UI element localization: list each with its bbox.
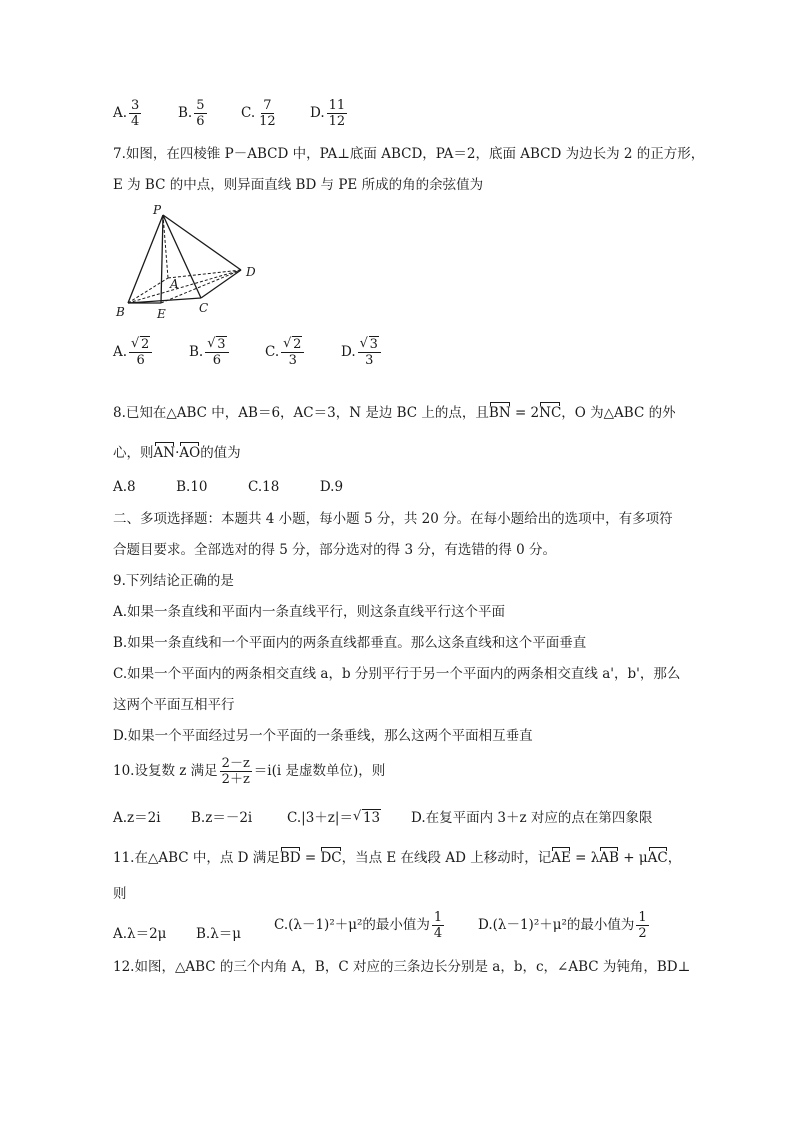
q7-option-b: B. √ $\frac{3}{6}$ [189, 337, 231, 368]
q10-option-b: B.z＝－2i [191, 810, 253, 826]
q6-option-b: B. $\frac{5}{6}$ [178, 98, 205, 129]
pyramid-figure [113, 200, 273, 325]
vector-ac: AC [648, 847, 668, 867]
vector-ae: AE [551, 847, 571, 867]
label-b: B [116, 305, 125, 319]
q11-option-d: D.(λ－1)²＋μ²的最小值为 $\frac{1}{2}$ [478, 910, 647, 941]
q9-option-c-line2: 这两个平面互相平行 [113, 697, 235, 713]
q8-stem-line2: 心，则AN·AO的值为 [113, 442, 241, 462]
label-a: A [170, 277, 179, 291]
section2-heading-line1: 二、多项选择题：本题共 4 小题，每小题 5 分，共 20 分。在每小题给出的选项中，有多项符 [113, 511, 673, 527]
label-e: E [157, 307, 166, 321]
q10-option-a: A.z＝2i [113, 810, 161, 826]
q9-stem: 9.下列结论正确的是 [113, 573, 234, 589]
label-c: C [199, 301, 209, 315]
q7-stem-line2: E 为 BC 的中点，则异面直线 BD 与 PE 所成的角的余弦值为 [113, 177, 484, 193]
q11-stem-line1: 11.在△ABC 中，点 D 满足BD = DC，当点 E 在线段 AD 上移动时，记AE = λAB + μAC， [113, 847, 681, 867]
q10-option-d: D.在复平面内 3＋z 对应的点在第四象限 [411, 810, 653, 826]
q9-option-c-line1: C.如果一个平面内的两条相交直线 a，b 分别平行于另一个平面内的两条相交直线 a'，b'，那么 [113, 666, 681, 682]
vector-ao: AO [179, 442, 200, 462]
q7-stem-line1: 7.如图，在四棱锥 P－ABCD 中，PA⊥底面 ABCD，PA＝2，底面 ABCD 为边长为 2 的正方形， [113, 146, 705, 162]
q11-option-a: A.λ＝2μ [113, 926, 167, 942]
label-d: D [246, 265, 256, 279]
q11-option-b: B.λ＝μ [196, 926, 242, 942]
q6-option-a: A. $\frac{3}{4}$ [113, 98, 140, 129]
q9-option-a: A.如果一条直线和平面内一条直线平行，则这条直线平行这个平面 [113, 604, 506, 620]
section2-heading-line2: 合题目要求。全部选对的得 5 分，部分选对的得 3 分，有选错的得 0 分。 [113, 542, 557, 558]
q7-option-d: D. √ $\frac{3}{3}$ [341, 337, 383, 368]
q7-option-c: C. √ $\frac{2}{3}$ [265, 337, 306, 368]
q12-stem-line1: 12.如图，△ABC 的三个内角 A，B，C 对应的三条边长分别是 a，b，c，∠ABC 为钝角，BD⊥ [113, 959, 691, 975]
vector-an: AN [154, 442, 176, 462]
vector-ab: AB [599, 847, 619, 867]
q9-option-d: D.如果一个平面经过另一个平面的一条垂线，那么这两个平面相互垂直 [113, 728, 533, 744]
vector-bd: BD [280, 847, 301, 867]
vector-dc: DC [320, 847, 341, 867]
q9-option-b: B.如果一条直线和一个平面内的两条直线都垂直。那么这条直线和这个平面垂直 [113, 635, 587, 651]
label-p: P [153, 203, 162, 217]
q10-stem: 10.设复数 z 满足 $\frac{2-z}{2+z}$ ＝i(i 是虚数单位)，则 [113, 756, 386, 787]
vector-nc: NC [539, 402, 561, 422]
q10-option-c: C.|3＋z|＝√ 13 [287, 806, 381, 826]
q7-option-a: A. √ $\frac{2}{6}$ [113, 337, 154, 368]
q8-stem-line1: 8.已知在△ABC 中，AB＝6，AC＝3，N 是边 BC 上的点，且BN = 2NC，O 为△ABC 的外 [113, 402, 676, 422]
q6-option-d: D. $\frac{11}{12}$ [310, 98, 346, 129]
q8-options: A.8 B.10 C.18 D.9 [113, 479, 344, 495]
q6-option-c: C. $\frac{7}{12}$ [241, 98, 276, 129]
q11-option-c: C.(λ－1)²＋μ²的最小值为 $\frac{1}{4}$ [274, 910, 443, 941]
vector-bn: BN [489, 402, 511, 422]
q11-stem-line2: 则 [113, 886, 127, 902]
